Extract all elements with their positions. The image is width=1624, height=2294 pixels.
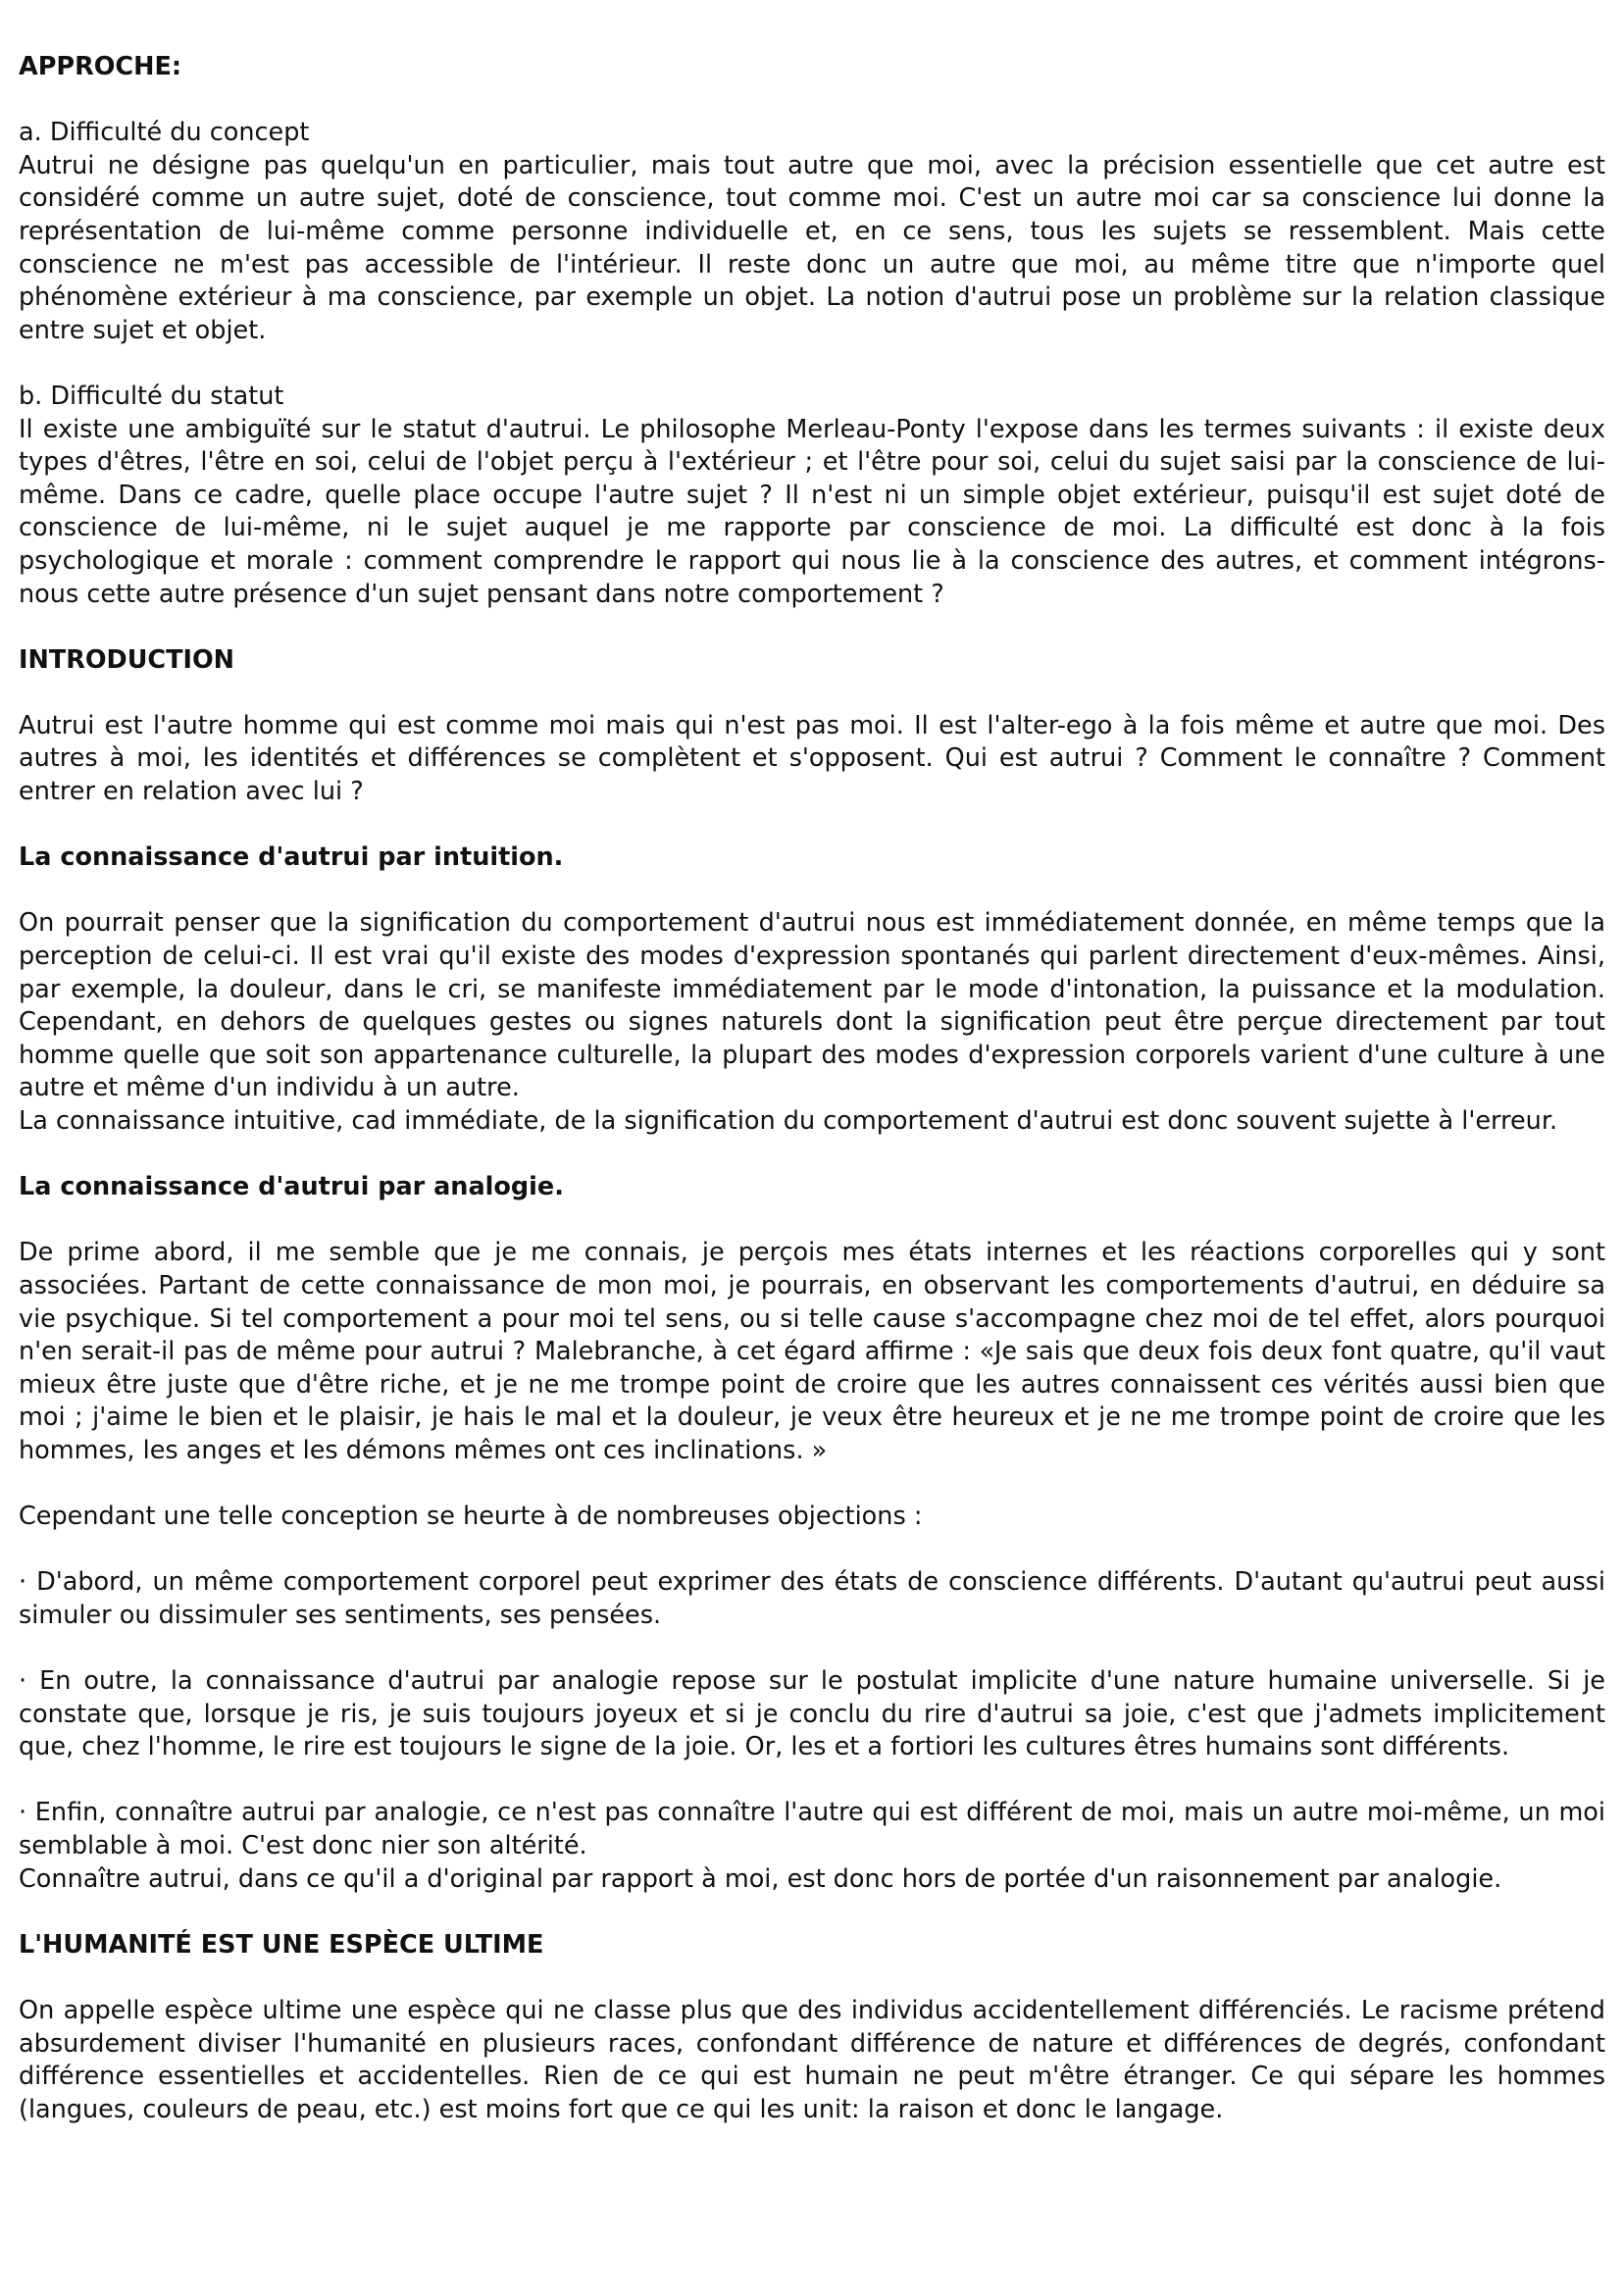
intuition-paragraph-1: On pourrait penser que la signification du comportement d'autrui nous est immédiatement donnée, en même temps que la perception de celui-ci. Il est vrai qu'il existe des modes d'expression spontanés qui parlent directement d'eux-mêmes. Ainsi, par exemple, la douleur, dans le cri, se manifeste immédiatement par le mode d'intonation, la puissance et la modulation. Cependant, en dehors de quelques gestes ou signes naturels dont la signification peut être perçue directement par tout homme quelle que soit son appartenance culturelle, la plupart des modes d'expression corporels varient d'une culture à une autre et même d'un individu à un autre. bbox=[19, 908, 1605, 1103]
spacer bbox=[19, 1534, 1605, 1567]
spacer bbox=[19, 809, 1605, 842]
intuition-paragraph-2: La connaissance intuitive, cad immédiate, de la signification du comportement d'autrui est donc souvent sujette à l'erreur. bbox=[19, 1106, 1558, 1136]
statut-subtitle: b. Difficulté du statut bbox=[19, 381, 284, 411]
analogie-paragraph-1: De prime abord, il me semble que je me connais, je perçois mes états internes et les réactions corporelles qui y sont associées. Partant de cette connaissance de mon moi, je pourrais, en observant les comportements d'autrui, en déduire sa vie psychique. Si tel comportement a pour moi tel sens, ou si telle cause s'accompagne chez moi de tel effet, alors pourquoi n'en serait-il pas de même pour autrui ? Malebranche, à cet égard affirme : «Je sais que deux fois deux font quatre, qu'il vaut mieux être juste que d'être riche, et je ne me trompe point de croire que les autres connaissent ces vérités aussi bien que moi ; j'aime le bien et le plaisir, je hais le mal et la douleur, je veux être heureux et je ne me trompe point de croire que les hommes, les anges et les démons mêmes ont ces inclinations. » bbox=[19, 1238, 1605, 1465]
intuition-heading: La connaissance d'autrui par intuition. bbox=[19, 842, 564, 873]
approche-heading: APPROCHE: bbox=[19, 52, 182, 81]
spacer bbox=[19, 1468, 1605, 1502]
objection-2: · En outre, la connaissance d'autrui par analogie repose sur le postulat implicite d'une nature humaine universelle. Si je constate que, lorsque je ris, je suis toujours joyeux et si je conclu du rire d'autrui sa joie, c'est que j'admets implicitement que, chez l'homme, le rire est toujours le signe de la joie. Or, les et a fortiori les cultures êtres humains sont différents. bbox=[19, 1666, 1605, 1762]
spacer bbox=[19, 611, 1605, 644]
spacer bbox=[19, 875, 1605, 908]
objection-1: · D'abord, un même comportement corporel peut exprimer des états de conscience différents. D'autant qu'autrui peut aussi simuler ou dissimuler ses sentiments, ses pensées. bbox=[19, 1567, 1605, 1630]
humanite-heading: L'HUMANITÉ EST UNE ESPÈCE ULTIME bbox=[19, 1929, 544, 1960]
spacer bbox=[19, 1139, 1605, 1172]
spacer bbox=[19, 1896, 1605, 1929]
spacer bbox=[19, 1962, 1605, 1995]
objection-3: · Enfin, connaître autrui par analogie, ce n'est pas connaître l'autre qui est différent de moi, mais un autre moi-même, un moi semblable à moi. C'est donc nier son altérité. bbox=[19, 1798, 1605, 1861]
humanite-paragraph: On appelle espèce ultime une espèce qui ne classe plus que des individus accidentellement différenciés. Le racisme prétend absurdement diviser l'humanité en plusieurs races, confondant différence de nature et différences de degrés, confondant différence essentielles et accidentelles. Rien de ce qui est humain ne peut m'être étranger. Ce qui sépare les hommes (langues, couleurs de peau, etc.) est moins fort que ce qui les unit: la raison et donc le langage. bbox=[19, 1996, 1605, 2124]
document-page bbox=[19, 51, 1605, 2126]
spacer bbox=[19, 84, 1605, 118]
introduction-heading: INTRODUCTION bbox=[19, 644, 235, 675]
spacer bbox=[19, 347, 1605, 381]
analogie-conclusion: Connaître autrui, dans ce qu'il a d'original par rapport à moi, est donc hors de portée d'un raisonnement par analogie. bbox=[19, 1863, 1502, 1894]
statut-paragraph: Il existe une ambiguïté sur le statut d'autrui. Le philosophe Merleau-Ponty l'expose dans les termes suivants : il existe deux types d'êtres, l'être en soi, celui de l'objet perçu à l'extérieur ; et l'être pour soi, celui du sujet saisi par la conscience de lui-même. Dans ce cadre, quelle place occupe l'autre sujet ? Il n'est ni un simple objet extérieur, puisqu'il est sujet doté de conscience de lui-même, ni le sujet auquel je me rapporte par conscience de moi. La difficulté est donc à la fois psychologique et morale : comment comprendre le rapport qui nous lie à la conscience des autres, et comment intégrons-nous cette autre présence d'un sujet pensant dans notre comportement ? bbox=[19, 414, 1605, 609]
spacer bbox=[19, 1204, 1605, 1238]
concept-paragraph: Autrui ne désigne pas quelqu'un en particulier, mais tout autre que moi, avec la précision essentielle que cet autre est considéré comme un autre sujet, doté de conscience, tout comme moi. C'est un autre moi car sa conscience lui donne la représentation de lui-même comme personne individuelle et, en ce sens, tous les sujets se ressemblent. Mais cette conscience ne m'est pas accessible de l'intérieur. Il reste donc un autre que moi, au même titre que n'importe quel phénomène extérieur à ma conscience, par exemple un objet. La notion d'autrui pose un problème sur la relation classique entre sujet et objet. bbox=[19, 150, 1605, 345]
spacer bbox=[19, 1764, 1605, 1798]
spacer bbox=[19, 677, 1605, 710]
analogie-paragraph-2: Cependant une telle conception se heurte à de nombreuses objections : bbox=[19, 1502, 923, 1532]
introduction-paragraph: Autrui est l'autre homme qui est comme moi mais qui n'est pas moi. Il est l'alter-ego à la fois même et autre que moi. Des autres à moi, les identités et différences se complètent et s'opposent. Qui est autrui ? Comment le connaître ? Comment entrer en relation avec lui ? bbox=[19, 710, 1605, 807]
concept-subtitle: a. Difficulté du concept bbox=[19, 118, 310, 148]
analogie-heading: La connaissance d'autrui par analogie. bbox=[19, 1172, 564, 1202]
spacer bbox=[19, 1633, 1605, 1666]
